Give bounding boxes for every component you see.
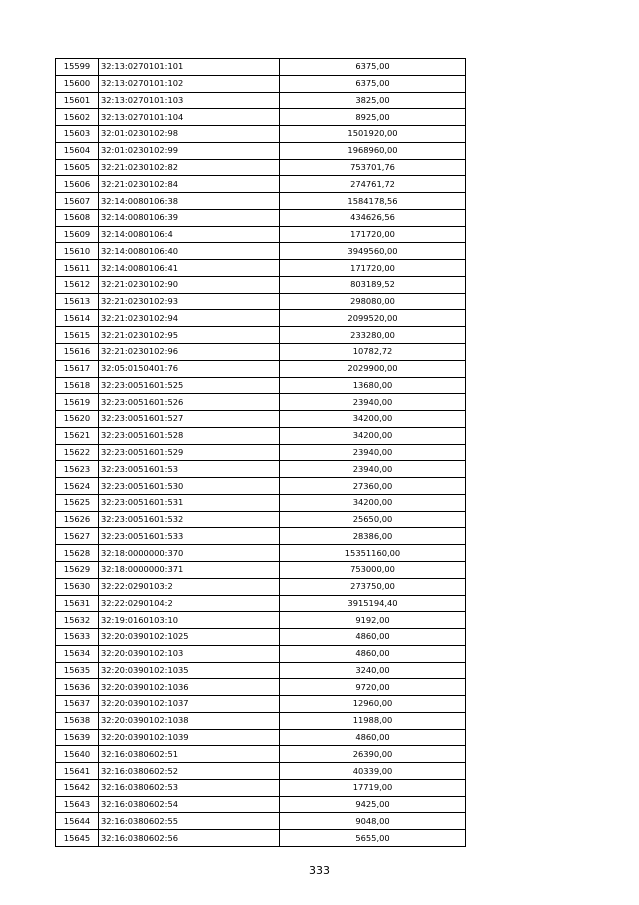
table-row (56, 360, 466, 377)
table-row (56, 494, 466, 511)
table-row (56, 796, 466, 813)
value-cell: 9192,00 (280, 612, 466, 629)
table-row (56, 126, 466, 143)
table-row (56, 779, 466, 796)
value-cell: 9720,00 (280, 679, 466, 696)
value-cell: 3949560,00 (280, 243, 466, 260)
cadastral-number-cell: 32:16:0380602:52 (99, 763, 280, 780)
cadastral-number-cell: 32:20:0390102:1037 (99, 696, 280, 713)
row-number-cell: 15610 (56, 243, 99, 260)
value-cell: 434626,56 (280, 209, 466, 226)
cadastral-number-cell: 32:20:0390102:1036 (99, 679, 280, 696)
row-number-cell: 15642 (56, 779, 99, 796)
cadastral-number-cell: 32:21:0230102:82 (99, 159, 280, 176)
table-row (56, 662, 466, 679)
row-number-cell: 15628 (56, 545, 99, 562)
row-number-cell: 15631 (56, 595, 99, 612)
row-number-cell: 15629 (56, 561, 99, 578)
row-number-cell: 15633 (56, 629, 99, 646)
value-cell: 9048,00 (280, 813, 466, 830)
row-number-cell: 15604 (56, 142, 99, 159)
row-number-cell: 15635 (56, 662, 99, 679)
value-cell: 26390,00 (280, 746, 466, 763)
value-cell: 6375,00 (280, 59, 466, 76)
value-cell: 3825,00 (280, 92, 466, 109)
row-number-cell: 15620 (56, 411, 99, 428)
cadastral-number-cell: 32:13:0270101:103 (99, 92, 280, 109)
cadastral-number-cell: 32:14:0080106:39 (99, 209, 280, 226)
row-number-cell: 15632 (56, 612, 99, 629)
value-cell: 17719,00 (280, 779, 466, 796)
value-cell: 9425,00 (280, 796, 466, 813)
value-cell: 12960,00 (280, 696, 466, 713)
table-row (56, 176, 466, 193)
table-row (56, 243, 466, 260)
row-number-cell: 15617 (56, 360, 99, 377)
table-row (56, 159, 466, 176)
table-row (56, 746, 466, 763)
value-cell: 23940,00 (280, 461, 466, 478)
table-row (56, 75, 466, 92)
value-cell: 28386,00 (280, 528, 466, 545)
row-number-cell: 15606 (56, 176, 99, 193)
cadastral-number-cell: 32:13:0270101:102 (99, 75, 280, 92)
value-cell: 15351160,00 (280, 545, 466, 562)
cadastral-number-cell: 32:22:0290103:2 (99, 578, 280, 595)
table-row (56, 645, 466, 662)
table-row (56, 478, 466, 495)
table-row (56, 193, 466, 210)
value-cell: 11988,00 (280, 712, 466, 729)
row-number-cell: 15641 (56, 763, 99, 780)
value-cell: 803189,52 (280, 276, 466, 293)
value-cell: 25650,00 (280, 511, 466, 528)
table-row (56, 260, 466, 277)
value-cell: 10782,72 (280, 344, 466, 361)
cadastral-number-cell: 32:23:0051601:530 (99, 478, 280, 495)
row-number-cell: 15612 (56, 276, 99, 293)
value-cell: 4860,00 (280, 729, 466, 746)
cadastral-number-cell: 32:13:0270101:101 (99, 59, 280, 76)
cadastral-value-table (55, 58, 466, 847)
value-cell: 8925,00 (280, 109, 466, 126)
table-row (56, 59, 466, 76)
table-row (56, 612, 466, 629)
value-cell: 273750,00 (280, 578, 466, 595)
cadastral-number-cell: 32:14:0080106:38 (99, 193, 280, 210)
value-cell: 27360,00 (280, 478, 466, 495)
cadastral-number-cell: 32:20:0390102:1038 (99, 712, 280, 729)
value-cell: 298080,00 (280, 293, 466, 310)
table-row (56, 696, 466, 713)
table-row (56, 209, 466, 226)
row-number-cell: 15599 (56, 59, 99, 76)
value-cell: 5655,00 (280, 830, 466, 847)
value-cell: 753701,76 (280, 159, 466, 176)
table-row (56, 226, 466, 243)
cadastral-number-cell: 32:23:0051601:531 (99, 494, 280, 511)
cadastral-number-cell: 32:20:0390102:1025 (99, 629, 280, 646)
cadastral-number-cell: 32:20:0390102:1035 (99, 662, 280, 679)
cadastral-number-cell: 32:14:0080106:40 (99, 243, 280, 260)
cadastral-number-cell: 32:23:0051601:525 (99, 377, 280, 394)
table-row (56, 511, 466, 528)
row-number-cell: 15622 (56, 444, 99, 461)
cadastral-number-cell: 32:20:0390102:1039 (99, 729, 280, 746)
row-number-cell: 15603 (56, 126, 99, 143)
row-number-cell: 15614 (56, 310, 99, 327)
value-cell: 34200,00 (280, 411, 466, 428)
cadastral-number-cell: 32:21:0230102:96 (99, 344, 280, 361)
value-cell: 1584178,56 (280, 193, 466, 210)
cadastral-number-cell: 32:23:0051601:532 (99, 511, 280, 528)
table-row (56, 729, 466, 746)
table-row (56, 327, 466, 344)
table-row (56, 712, 466, 729)
cadastral-number-cell: 32:18:0000000:370 (99, 545, 280, 562)
row-number-cell: 15638 (56, 712, 99, 729)
row-number-cell: 15627 (56, 528, 99, 545)
cadastral-number-cell: 32:21:0230102:84 (99, 176, 280, 193)
row-number-cell: 15639 (56, 729, 99, 746)
row-number-cell: 15636 (56, 679, 99, 696)
table-row (56, 813, 466, 830)
cadastral-number-cell: 32:22:0290104:2 (99, 595, 280, 612)
table-row (56, 528, 466, 545)
cadastral-number-cell: 32:21:0230102:94 (99, 310, 280, 327)
table-row (56, 142, 466, 159)
row-number-cell: 15637 (56, 696, 99, 713)
cadastral-number-cell: 32:16:0380602:51 (99, 746, 280, 763)
value-cell: 3915194,40 (280, 595, 466, 612)
table-row (56, 92, 466, 109)
cadastral-number-cell: 32:13:0270101:104 (99, 109, 280, 126)
row-number-cell: 15624 (56, 478, 99, 495)
value-cell: 2099520,00 (280, 310, 466, 327)
row-number-cell: 15645 (56, 830, 99, 847)
row-number-cell: 15644 (56, 813, 99, 830)
table-row (56, 377, 466, 394)
row-number-cell: 15643 (56, 796, 99, 813)
table-row (56, 629, 466, 646)
row-number-cell: 15621 (56, 427, 99, 444)
value-cell: 4860,00 (280, 629, 466, 646)
cadastral-number-cell: 32:23:0051601:529 (99, 444, 280, 461)
value-cell: 34200,00 (280, 427, 466, 444)
cadastral-number-cell: 32:14:0080106:4 (99, 226, 280, 243)
table-row (56, 461, 466, 478)
value-cell: 34200,00 (280, 494, 466, 511)
row-number-cell: 15611 (56, 260, 99, 277)
row-number-cell: 15602 (56, 109, 99, 126)
cadastral-number-cell: 32:16:0380602:53 (99, 779, 280, 796)
table-row (56, 545, 466, 562)
cadastral-number-cell: 32:16:0380602:56 (99, 830, 280, 847)
cadastral-number-cell: 32:23:0051601:527 (99, 411, 280, 428)
row-number-cell: 15613 (56, 293, 99, 310)
row-number-cell: 15619 (56, 394, 99, 411)
table-row (56, 444, 466, 461)
cadastral-number-cell: 32:16:0380602:54 (99, 796, 280, 813)
table-row (56, 394, 466, 411)
value-cell: 40339,00 (280, 763, 466, 780)
row-number-cell: 15623 (56, 461, 99, 478)
value-cell: 13680,00 (280, 377, 466, 394)
value-cell: 171720,00 (280, 260, 466, 277)
row-number-cell: 15625 (56, 494, 99, 511)
row-number-cell: 15626 (56, 511, 99, 528)
table-row (56, 578, 466, 595)
value-cell: 1501920,00 (280, 126, 466, 143)
table-row (56, 830, 466, 847)
row-number-cell: 15605 (56, 159, 99, 176)
value-cell: 6375,00 (280, 75, 466, 92)
table-row (56, 344, 466, 361)
cadastral-number-cell: 32:20:0390102:103 (99, 645, 280, 662)
table-row (56, 561, 466, 578)
table-row (56, 276, 466, 293)
table-row (56, 411, 466, 428)
value-cell: 2029900,00 (280, 360, 466, 377)
table-row (56, 427, 466, 444)
row-number-cell: 15609 (56, 226, 99, 243)
table-row (56, 679, 466, 696)
table-row (56, 763, 466, 780)
cadastral-number-cell: 32:23:0051601:526 (99, 394, 280, 411)
cadastral-number-cell: 32:21:0230102:90 (99, 276, 280, 293)
cadastral-number-cell: 32:19:0160103:10 (99, 612, 280, 629)
row-number-cell: 15601 (56, 92, 99, 109)
row-number-cell: 15634 (56, 645, 99, 662)
value-cell: 23940,00 (280, 444, 466, 461)
table-row (56, 109, 466, 126)
row-number-cell: 15630 (56, 578, 99, 595)
table-row (56, 310, 466, 327)
value-cell: 23940,00 (280, 394, 466, 411)
cadastral-number-cell: 32:21:0230102:93 (99, 293, 280, 310)
value-cell: 274761,72 (280, 176, 466, 193)
page-number: 333 (309, 864, 330, 877)
row-number-cell: 15640 (56, 746, 99, 763)
value-cell: 4860,00 (280, 645, 466, 662)
row-number-cell: 15618 (56, 377, 99, 394)
cadastral-number-cell: 32:01:0230102:98 (99, 126, 280, 143)
table-row (56, 595, 466, 612)
cadastral-number-cell: 32:23:0051601:528 (99, 427, 280, 444)
cadastral-number-cell: 32:23:0051601:53 (99, 461, 280, 478)
value-cell: 233280,00 (280, 327, 466, 344)
cadastral-number-cell: 32:16:0380602:55 (99, 813, 280, 830)
value-cell: 3240,00 (280, 662, 466, 679)
row-number-cell: 15615 (56, 327, 99, 344)
table-body (56, 59, 466, 847)
row-number-cell: 15600 (56, 75, 99, 92)
value-cell: 753000,00 (280, 561, 466, 578)
table-row (56, 293, 466, 310)
row-number-cell: 15616 (56, 344, 99, 361)
row-number-cell: 15607 (56, 193, 99, 210)
value-cell: 171720,00 (280, 226, 466, 243)
cadastral-number-cell: 32:01:0230102:99 (99, 142, 280, 159)
value-cell: 1968960,00 (280, 142, 466, 159)
cadastral-number-cell: 32:21:0230102:95 (99, 327, 280, 344)
cadastral-number-cell: 32:05:0150401:76 (99, 360, 280, 377)
row-number-cell: 15608 (56, 209, 99, 226)
cadastral-number-cell: 32:23:0051601:533 (99, 528, 280, 545)
cadastral-number-cell: 32:14:0080106:41 (99, 260, 280, 277)
cadastral-number-cell: 32:18:0000000:371 (99, 561, 280, 578)
